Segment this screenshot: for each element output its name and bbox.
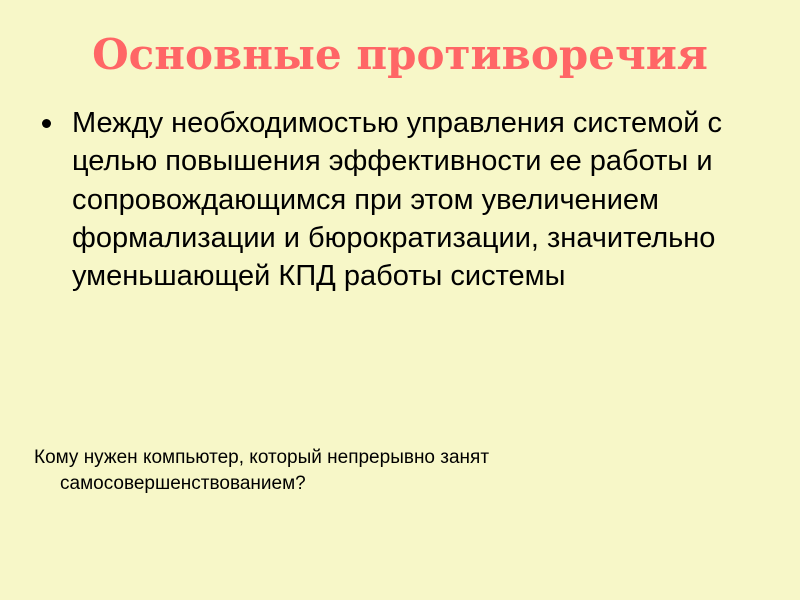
footnote-line-2: самосовершенствованием? (60, 472, 306, 494)
page-title: Основные противоречия (92, 30, 708, 79)
bullet-dot-icon (42, 119, 51, 128)
list-item-text: Между необходимостью управления системой с целью повышения эффективности ее работы и сопровождающимся при этом увеличением формализации и бюрократизации, значительно уменьшающей КПД работы системы (72, 107, 722, 293)
footnote-line-1: Кому нужен компьютер, который непрерывно занят (34, 447, 490, 468)
footnote (34, 445, 744, 496)
bullet-list (30, 104, 760, 295)
list-item (30, 104, 760, 295)
